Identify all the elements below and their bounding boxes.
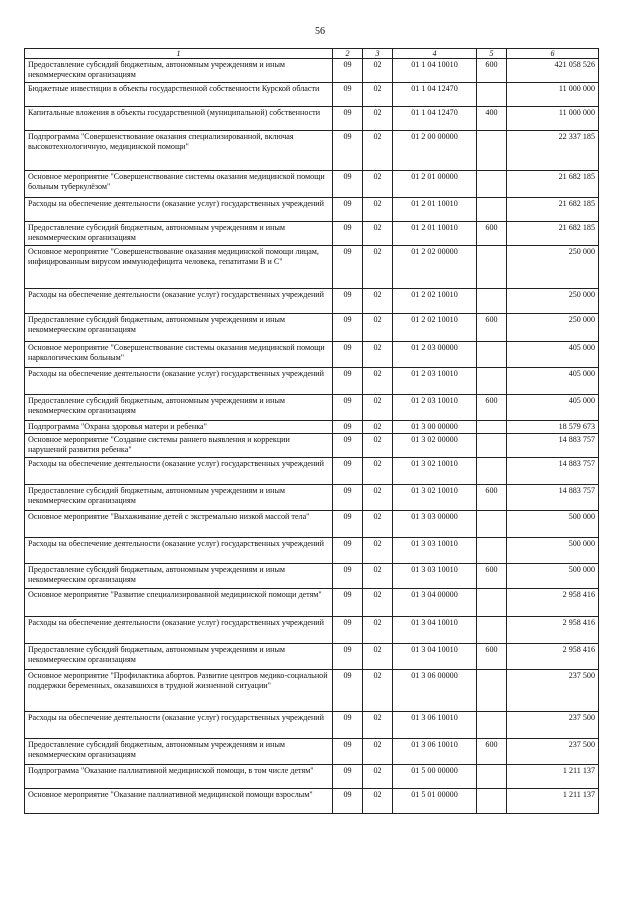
subsection-code-cell: 02: [363, 564, 393, 589]
table-row: [25, 107, 599, 131]
section-code-cell: 09: [333, 485, 363, 511]
expense-type-cell: [477, 171, 507, 198]
amount-cell: 237 500: [507, 670, 599, 712]
table-header-row: [25, 49, 599, 59]
amount-cell: 1 211 137: [507, 765, 599, 789]
amount-cell: 421 058 526: [507, 59, 599, 83]
subsection-code-cell: 02: [363, 107, 393, 131]
section-code-cell: 09: [333, 789, 363, 814]
table-row: [25, 564, 599, 589]
expense-type-cell: [477, 617, 507, 644]
target-article-cell: 01 3 04 10010: [393, 617, 477, 644]
subsection-code-cell: 02: [363, 485, 393, 511]
amount-cell: 11 000 000: [507, 83, 599, 107]
table-row: [25, 644, 599, 670]
row-name-cell: Предоставление субсидий бюджетным, автономным учреждениям и иным некоммерческим организациям: [25, 222, 333, 246]
target-article-cell: 01 2 02 10010: [393, 314, 477, 342]
amount-cell: 2 958 416: [507, 589, 599, 617]
page-number: 56: [315, 26, 325, 37]
expense-type-cell: [477, 589, 507, 617]
section-code-cell: 09: [333, 511, 363, 538]
target-article-cell: 01 3 03 10010: [393, 564, 477, 589]
target-article-cell: 01 2 03 10010: [393, 395, 477, 421]
subsection-code-cell: 02: [363, 368, 393, 395]
expense-type-cell: [477, 434, 507, 458]
subsection-code-cell: 02: [363, 171, 393, 198]
expense-type-cell: 600: [477, 644, 507, 670]
expense-type-cell: 600: [477, 222, 507, 246]
column-header: 3: [363, 49, 393, 59]
target-article-cell: 01 2 02 00000: [393, 246, 477, 289]
subsection-code-cell: 02: [363, 289, 393, 314]
amount-cell: 18 579 673: [507, 421, 599, 434]
target-article-cell: 01 3 04 10010: [393, 644, 477, 670]
target-article-cell: 01 3 02 00000: [393, 434, 477, 458]
section-code-cell: 09: [333, 644, 363, 670]
subsection-code-cell: 02: [363, 395, 393, 421]
amount-cell: 405 000: [507, 395, 599, 421]
expense-type-cell: 600: [477, 395, 507, 421]
subsection-code-cell: 02: [363, 59, 393, 83]
expense-type-cell: 600: [477, 314, 507, 342]
amount-cell: 14 883 757: [507, 485, 599, 511]
subsection-code-cell: 02: [363, 789, 393, 814]
row-name-cell: Основное мероприятие "Совершенствование оказания медицинской помощи лицам, инфицированным вирусом иммунодефицита человека, гепатитами В и С": [25, 246, 333, 289]
section-code-cell: 09: [333, 434, 363, 458]
table-row: [25, 434, 599, 458]
target-article-cell: 01 2 01 10010: [393, 222, 477, 246]
target-article-cell: 01 3 06 00000: [393, 670, 477, 712]
expense-type-cell: [477, 538, 507, 564]
table-row: [25, 511, 599, 538]
target-article-cell: 01 3 02 10010: [393, 485, 477, 511]
subsection-code-cell: 02: [363, 314, 393, 342]
table-row: [25, 246, 599, 289]
table-row: [25, 198, 599, 222]
expense-type-cell: 600: [477, 59, 507, 83]
amount-cell: 250 000: [507, 314, 599, 342]
row-name-cell: Предоставление субсидий бюджетным, автономным учреждениям и иным некоммерческим организациям: [25, 644, 333, 670]
amount-cell: 2 958 416: [507, 617, 599, 644]
row-name-cell: Расходы на обеспечение деятельности (оказание услуг) государственных учреждений: [25, 538, 333, 564]
section-code-cell: 09: [333, 458, 363, 485]
section-code-cell: 09: [333, 670, 363, 712]
table-row: [25, 670, 599, 712]
section-code-cell: 09: [333, 198, 363, 222]
expense-type-cell: [477, 670, 507, 712]
subsection-code-cell: 02: [363, 131, 393, 171]
target-article-cell: 01 3 02 10010: [393, 458, 477, 485]
table-row: [25, 789, 599, 814]
expense-type-cell: 600: [477, 739, 507, 765]
subsection-code-cell: 02: [363, 538, 393, 564]
subsection-code-cell: 02: [363, 458, 393, 485]
subsection-code-cell: 02: [363, 434, 393, 458]
table-row: [25, 589, 599, 617]
table-row: [25, 765, 599, 789]
expense-type-cell: [477, 83, 507, 107]
row-name-cell: Основное мероприятие "Совершенствование системы оказания медицинской помощи больным туберкулёзом": [25, 171, 333, 198]
table-row: [25, 712, 599, 739]
subsection-code-cell: 02: [363, 739, 393, 765]
amount-cell: 22 337 185: [507, 131, 599, 171]
subsection-code-cell: 02: [363, 222, 393, 246]
target-article-cell: 01 1 04 12470: [393, 107, 477, 131]
amount-cell: 1 211 137: [507, 789, 599, 814]
row-name-cell: Основное мероприятие "Профилактика абортов. Развитие центров медико-социальной поддержки беременных, оказавшихся в трудной жизненной ситуации": [25, 670, 333, 712]
expense-type-cell: [477, 342, 507, 368]
section-code-cell: 09: [333, 342, 363, 368]
section-code-cell: 09: [333, 368, 363, 395]
subsection-code-cell: 02: [363, 246, 393, 289]
section-code-cell: 09: [333, 131, 363, 171]
subsection-code-cell: 02: [363, 712, 393, 739]
table-row: [25, 342, 599, 368]
section-code-cell: 09: [333, 222, 363, 246]
section-code-cell: 09: [333, 617, 363, 644]
target-article-cell: 01 2 01 00000: [393, 171, 477, 198]
table-row: [25, 83, 599, 107]
section-code-cell: 09: [333, 83, 363, 107]
target-article-cell: 01 2 03 00000: [393, 342, 477, 368]
amount-cell: 500 000: [507, 564, 599, 589]
amount-cell: 14 883 757: [507, 458, 599, 485]
target-article-cell: 01 3 03 10010: [393, 538, 477, 564]
expense-type-cell: [477, 421, 507, 434]
section-code-cell: 09: [333, 289, 363, 314]
row-name-cell: Расходы на обеспечение деятельности (оказание услуг) государственных учреждений: [25, 289, 333, 314]
amount-cell: 2 958 416: [507, 644, 599, 670]
amount-cell: 21 682 185: [507, 198, 599, 222]
row-name-cell: Подпрограмма "Охрана здоровья матери и ребенка": [25, 421, 333, 434]
amount-cell: 14 883 757: [507, 434, 599, 458]
column-header: 5: [477, 49, 507, 59]
column-header: 4: [393, 49, 477, 59]
row-name-cell: Расходы на обеспечение деятельности (оказание услуг) государственных учреждений: [25, 617, 333, 644]
section-code-cell: 09: [333, 538, 363, 564]
table-row: [25, 222, 599, 246]
target-article-cell: 01 2 03 10010: [393, 368, 477, 395]
subsection-code-cell: 02: [363, 198, 393, 222]
subsection-code-cell: 02: [363, 765, 393, 789]
section-code-cell: 09: [333, 589, 363, 617]
table-row: [25, 485, 599, 511]
expense-type-cell: [477, 198, 507, 222]
target-article-cell: 01 5 01 00000: [393, 789, 477, 814]
section-code-cell: 09: [333, 246, 363, 289]
target-article-cell: 01 3 04 00000: [393, 589, 477, 617]
row-name-cell: Основное мероприятие "Развитие специализированной медицинской помощи детям": [25, 589, 333, 617]
amount-cell: 237 500: [507, 739, 599, 765]
subsection-code-cell: 02: [363, 644, 393, 670]
row-name-cell: Расходы на обеспечение деятельности (оказание услуг) государственных учреждений: [25, 458, 333, 485]
row-name-cell: Предоставление субсидий бюджетным, автономным учреждениям и иным некоммерческим организациям: [25, 59, 333, 83]
target-article-cell: 01 2 02 10010: [393, 289, 477, 314]
amount-cell: 250 000: [507, 289, 599, 314]
table-row: [25, 421, 599, 434]
expense-type-cell: [477, 368, 507, 395]
target-article-cell: 01 2 00 00000: [393, 131, 477, 171]
row-name-cell: Предоставление субсидий бюджетным, автономным учреждениям и иным некоммерческим организациям: [25, 395, 333, 421]
budget-table: [24, 48, 599, 814]
amount-cell: 11 000 000: [507, 107, 599, 131]
table-row: [25, 368, 599, 395]
row-name-cell: Предоставление субсидий бюджетным, автономным учреждениям и иным некоммерческим организациям: [25, 314, 333, 342]
expense-type-cell: 600: [477, 564, 507, 589]
amount-cell: 500 000: [507, 538, 599, 564]
expense-type-cell: [477, 511, 507, 538]
amount-cell: 237 500: [507, 712, 599, 739]
row-name-cell: Подпрограмма "Совершенствование оказания специализированной, включая высокотехнологичную, медицинской помощи": [25, 131, 333, 171]
amount-cell: 405 000: [507, 368, 599, 395]
expense-type-cell: 600: [477, 485, 507, 511]
section-code-cell: 09: [333, 59, 363, 83]
expense-type-cell: [477, 712, 507, 739]
table-row: [25, 289, 599, 314]
row-name-cell: Основное мероприятие "Оказание паллиативной медицинской помощи взрослым": [25, 789, 333, 814]
section-code-cell: 09: [333, 739, 363, 765]
expense-type-cell: [477, 289, 507, 314]
row-name-cell: Основное мероприятие "Создание системы раннего выявления и коррекции нарушений развития ребенка": [25, 434, 333, 458]
amount-cell: 250 000: [507, 246, 599, 289]
subsection-code-cell: 02: [363, 421, 393, 434]
target-article-cell: 01 1 04 10010: [393, 59, 477, 83]
row-name-cell: Подпрограмма "Оказание паллиативной медицинской помощи, в том числе детям": [25, 765, 333, 789]
section-code-cell: 09: [333, 712, 363, 739]
subsection-code-cell: 02: [363, 511, 393, 538]
amount-cell: 21 682 185: [507, 222, 599, 246]
target-article-cell: 01 3 00 00000: [393, 421, 477, 434]
expense-type-cell: [477, 765, 507, 789]
column-header: 1: [25, 49, 333, 59]
row-name-cell: Основное мероприятие "Совершенствование системы оказания медицинской помощи наркологическим больным": [25, 342, 333, 368]
column-header: 6: [507, 49, 599, 59]
table-row: [25, 739, 599, 765]
section-code-cell: 09: [333, 765, 363, 789]
table-row: [25, 314, 599, 342]
table-body: [25, 59, 599, 814]
row-name-cell: Расходы на обеспечение деятельности (оказание услуг) государственных учреждений: [25, 368, 333, 395]
row-name-cell: Капитальные вложения в объекты государственной (муниципальной) собственности: [25, 107, 333, 131]
target-article-cell: 01 1 04 12470: [393, 83, 477, 107]
subsection-code-cell: 02: [363, 670, 393, 712]
row-name-cell: Бюджетные инвестиции в объекты государственной собственности Курской области: [25, 83, 333, 107]
subsection-code-cell: 02: [363, 589, 393, 617]
row-name-cell: Расходы на обеспечение деятельности (оказание услуг) государственных учреждений: [25, 198, 333, 222]
row-name-cell: Предоставление субсидий бюджетным, автономным учреждениям и иным некоммерческим организациям: [25, 485, 333, 511]
table-row: [25, 59, 599, 83]
table-row: [25, 395, 599, 421]
row-name-cell: Предоставление субсидий бюджетным, автономным учреждениям и иным некоммерческим организациям: [25, 739, 333, 765]
table-row: [25, 617, 599, 644]
target-article-cell: 01 3 06 10010: [393, 712, 477, 739]
expense-type-cell: 400: [477, 107, 507, 131]
expense-type-cell: [477, 458, 507, 485]
subsection-code-cell: 02: [363, 617, 393, 644]
amount-cell: 405 000: [507, 342, 599, 368]
target-article-cell: 01 2 01 10010: [393, 198, 477, 222]
row-name-cell: Предоставление субсидий бюджетным, автономным учреждениям и иным некоммерческим организациям: [25, 564, 333, 589]
target-article-cell: 01 3 03 00000: [393, 511, 477, 538]
table-row: [25, 538, 599, 564]
expense-type-cell: [477, 789, 507, 814]
amount-cell: 500 000: [507, 511, 599, 538]
section-code-cell: 09: [333, 171, 363, 198]
amount-cell: 21 682 185: [507, 171, 599, 198]
row-name-cell: Расходы на обеспечение деятельности (оказание услуг) государственных учреждений: [25, 712, 333, 739]
table-row: [25, 458, 599, 485]
section-code-cell: 09: [333, 314, 363, 342]
expense-type-cell: [477, 246, 507, 289]
subsection-code-cell: 02: [363, 342, 393, 368]
section-code-cell: 09: [333, 421, 363, 434]
target-article-cell: 01 5 00 00000: [393, 765, 477, 789]
table-row: [25, 171, 599, 198]
subsection-code-cell: 02: [363, 83, 393, 107]
expense-type-cell: [477, 131, 507, 171]
target-article-cell: 01 3 06 10010: [393, 739, 477, 765]
row-name-cell: Основное мероприятие "Выхаживание детей с экстремально низкой массой тела": [25, 511, 333, 538]
section-code-cell: 09: [333, 395, 363, 421]
section-code-cell: 09: [333, 564, 363, 589]
section-code-cell: 09: [333, 107, 363, 131]
table-row: [25, 131, 599, 171]
column-header: 2: [333, 49, 363, 59]
